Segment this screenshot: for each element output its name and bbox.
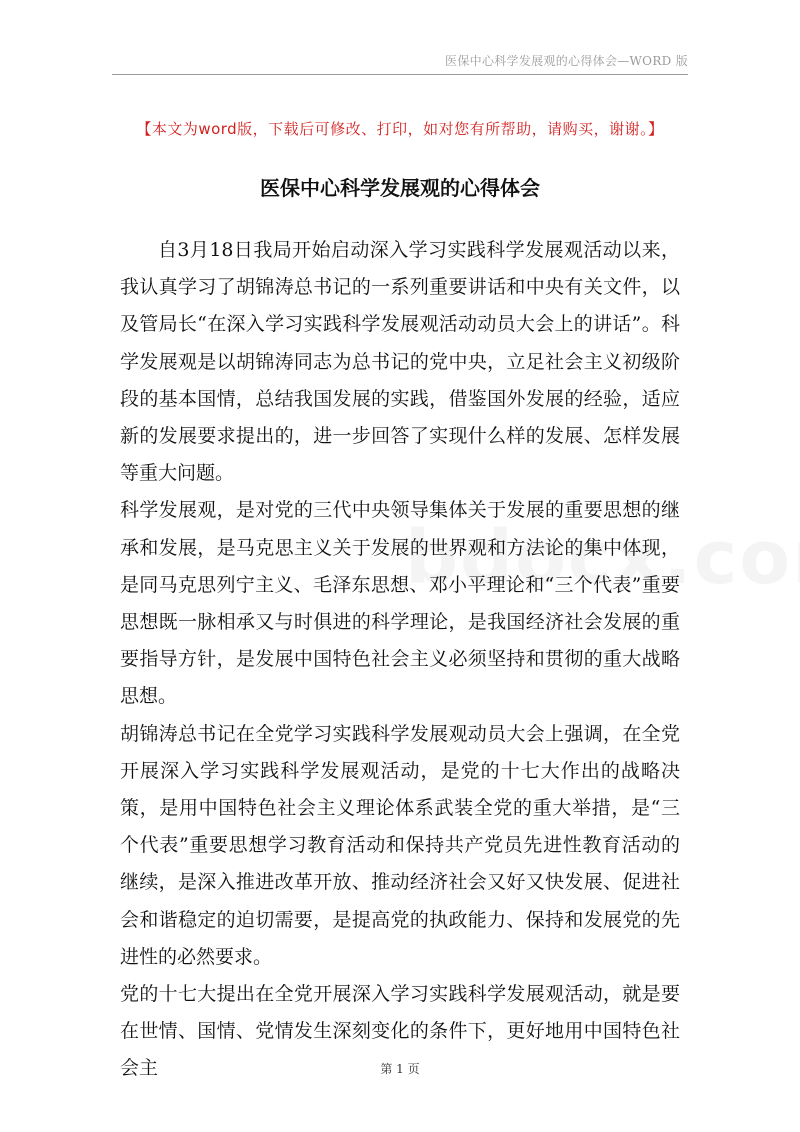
body-paragraph: 自3月18日我局开始启动深入学习实践科学发展观活动以来，我认真学习了胡锦涛总书记的一系列重要讲话和中央有关文件，以及管局长“在深入学习实践科学发展观活动动员大会上的讲话”。科学发展观是以胡锦涛同志为总书记的党中央，立足社会主义初级阶段的基本国情，总结我国发展的实践，借鉴国外发展的经验，适应新的发展要求提出的，进一步回答了实现什么样的发展、怎样发展等重大问题。	[120, 239, 680, 485]
document-title: 医保中心科学发展观的心得体会	[260, 176, 540, 200]
body-paragraph: 科学发展观，是对党的三代中央领导集体关于发展的重要思想的继承和发展，是马克思主义关于发展的世界观和方法论的集中体现，是同马克思列宁主义、毛泽东思想、邓小平理论和“三个代表”重要思想既一脉相承又与时俱进的科学理论，是我国经济社会发展的重要指导方针，是发展中国特色社会主义必须坚持和贯彻的重大战略思想。	[120, 499, 680, 708]
running-header: 医保中心科学发展观的心得体会—WORD 版	[445, 54, 688, 68]
body-paragraph: 党的十七大提出在全党开展深入学习实践科学发展观活动，就是要在世情、国情、党情发生深刻变化的条件下，更好地用中国特色社会主	[120, 983, 680, 1080]
page-number: 第 1 页	[380, 1062, 420, 1076]
word-version-notice: 【本文为word版，下载后可修改、打印，如对您有所帮助，请购买，谢谢。】	[136, 120, 664, 138]
header-divider	[112, 74, 688, 75]
body-paragraph: 胡锦涛总书记在全党学习实践科学发展观动员大会上强调，在全党开展深入学习实践科学发展观活动，是党的十七大作出的战略决策，是用中国特色社会主义理论体系武装全党的重大举措，是“三个代表”重要思想学习教育活动和保持共产党员先进性教育活动的继续，是深入推进改革开放、推动经济社会又好又快发展、促进社会和谐稳定的迫切需要，是提高党的执政能力、保持和发展党的先进性的必然要求。	[120, 722, 680, 968]
document-body	[120, 232, 680, 1088]
